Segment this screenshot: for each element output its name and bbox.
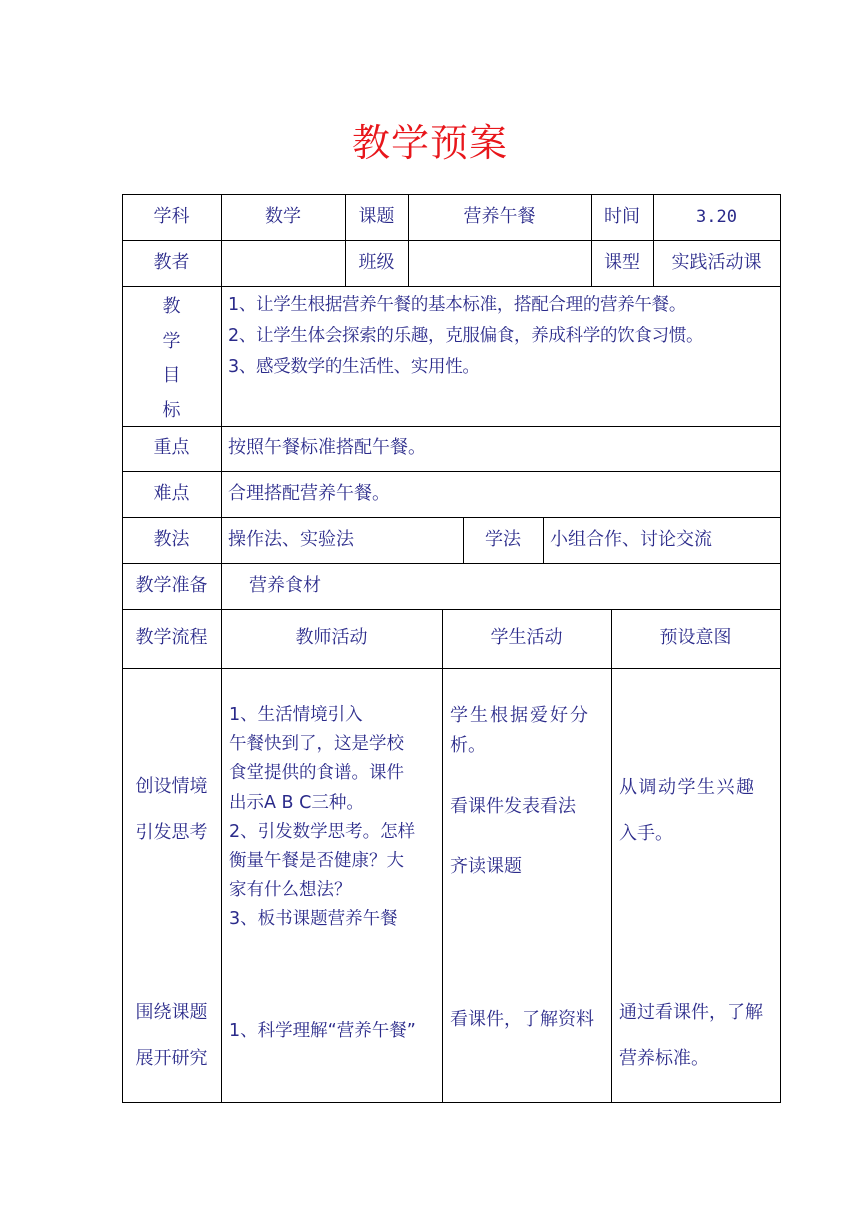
subject-label: 学科: [153, 206, 190, 227]
subject-value: 数学: [265, 206, 301, 227]
type-value: 实践活动课: [671, 252, 762, 273]
col-student-activity: 学生活动: [490, 627, 563, 648]
time-value: 3.20: [696, 207, 737, 227]
flow-label: 教学流程: [135, 627, 208, 648]
goal-item: 3、感受数学的生活性、实用性。: [228, 357, 480, 377]
topic-value: 营养午餐: [463, 206, 536, 227]
teacher-label: 教者: [153, 252, 190, 273]
topic-label: 课题: [358, 206, 395, 227]
stage1-student-activity: 学生根据爱好分 析。 看课件发表看法 齐读课题: [450, 705, 590, 877]
stage2-student-activity: 看课件，了解资料: [450, 1009, 594, 1030]
class-label: 班级: [358, 252, 395, 273]
learn-method-label: 学法: [485, 529, 521, 550]
col-intent: 预设意图: [659, 627, 732, 648]
teach-method-label: 教法: [153, 529, 190, 550]
stage2-teacher-activity: 1、科学理解“营养午餐”: [229, 1021, 416, 1041]
learn-method-value: 小组合作、讨论交流: [550, 529, 712, 550]
goals-label: 教 学 目 标: [162, 296, 181, 421]
key-point-label: 重点: [153, 437, 190, 458]
goals-list: [228, 290, 779, 383]
stage2-label: 围绕课题 展开研究: [135, 1002, 208, 1069]
type-label: 课型: [604, 252, 640, 273]
prep-label: 教学准备: [135, 575, 208, 596]
time-label: 时间: [604, 206, 640, 227]
key-point-value: 按照午餐标准搭配午餐。: [228, 437, 426, 458]
goal-item: 1、让学生根据营养午餐的基本标准，搭配合理的营养午餐。: [228, 295, 687, 315]
prep-value: 营养食材: [249, 575, 321, 596]
difficulty-label: 难点: [153, 483, 190, 504]
col-teacher-activity: 教师活动: [295, 627, 368, 648]
stage1-teacher-activity: 1、生活情境引入 午餐快到了，这是学校 食堂提供的食谱。课件 出示A B C三种。 2、引发数学思考。怎样 衡量午餐是否健康？大 家有什么想法？ 3、板书课题营养午餐: [229, 705, 416, 930]
teach-method-value: 操作法、实验法: [228, 529, 354, 550]
page-title: 教学预案: [351, 121, 508, 165]
stage1-label: 创设情境 引发思考: [135, 776, 208, 843]
goal-item: 2、让学生体会探索的乐趣，克服偏食，养成科学的饮食习惯。: [228, 326, 704, 346]
stage2-intent: 通过看课件，了解 营养标准。: [619, 1002, 763, 1069]
stage1-intent: 从调动学生兴趣 入手。: [619, 777, 756, 844]
difficulty-value: 合理搭配营养午餐。: [228, 483, 390, 504]
